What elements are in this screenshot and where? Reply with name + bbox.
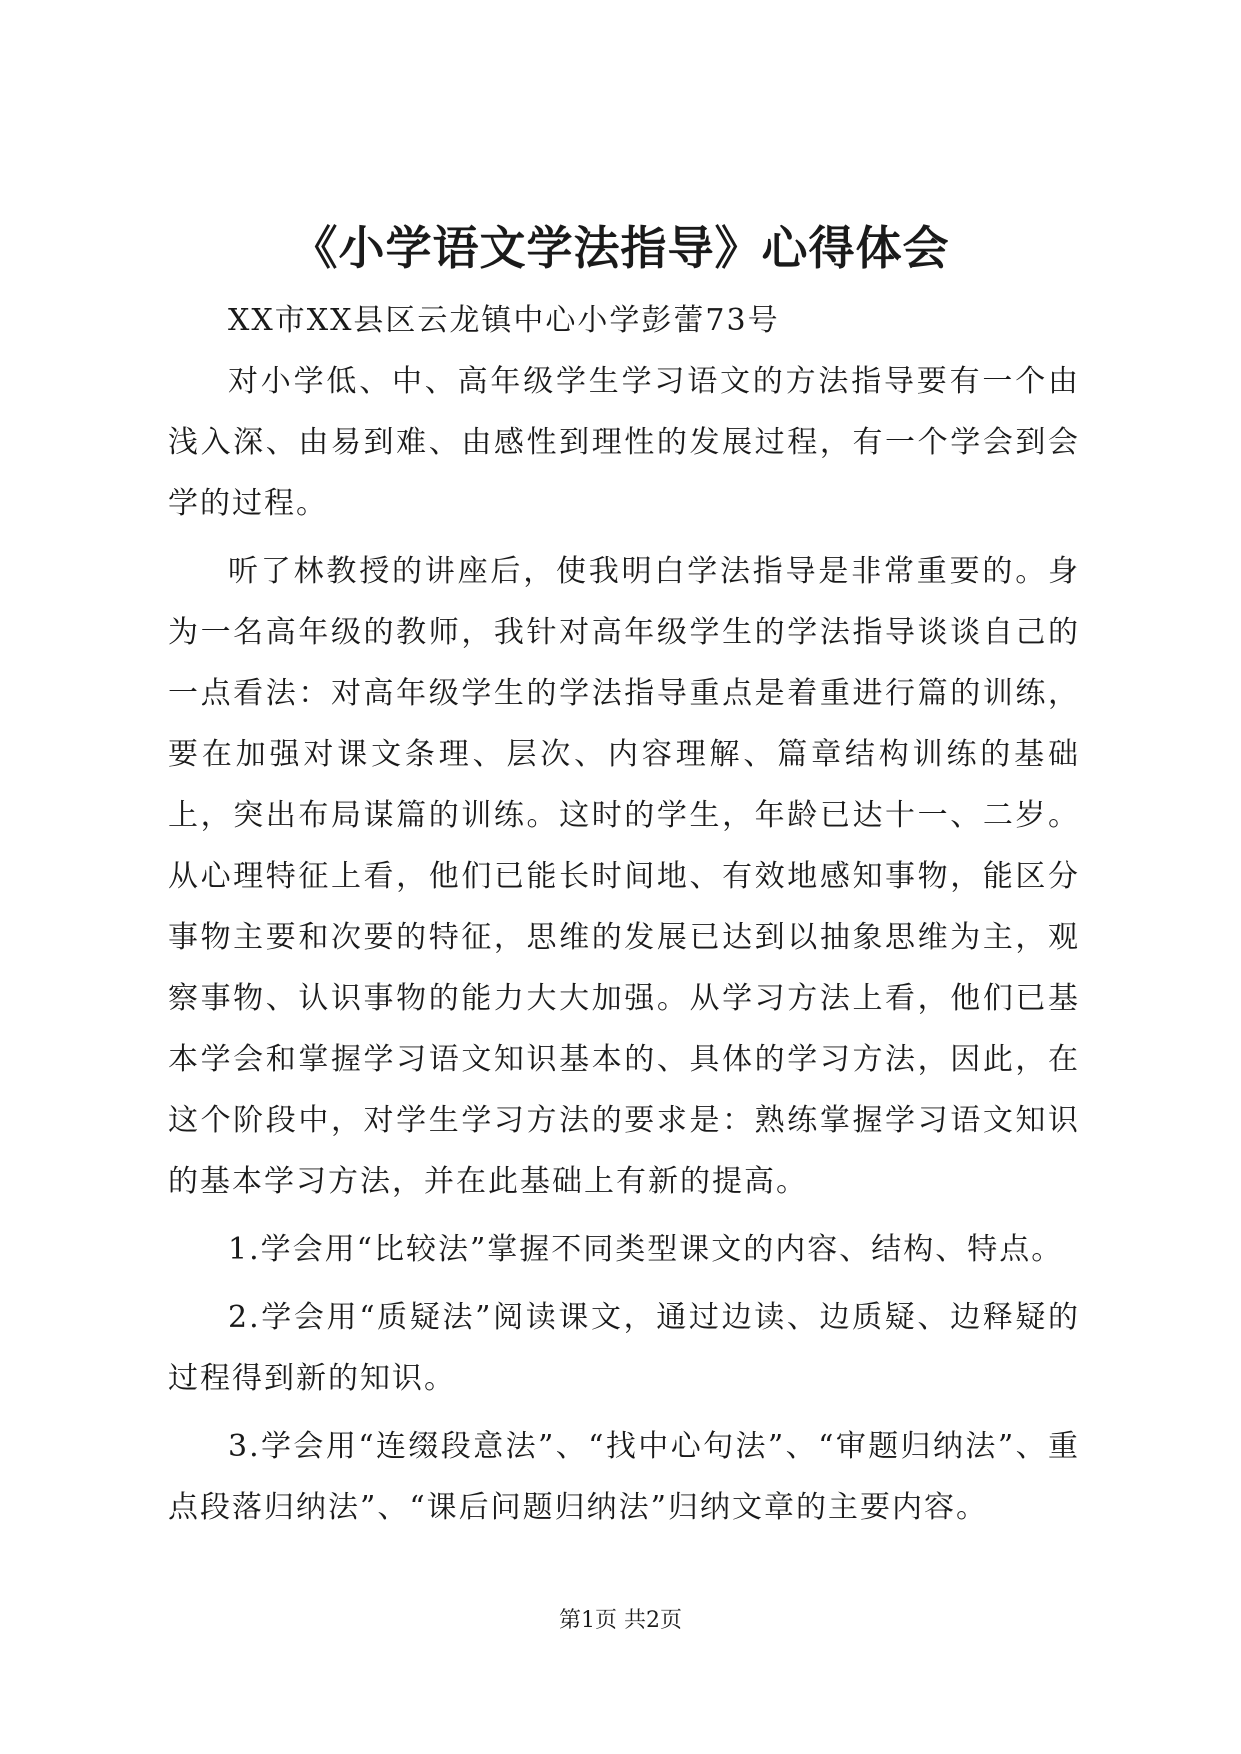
document-title: 《小学语文学法指导》心得体会	[291, 221, 950, 275]
paragraph-intro: 对小学低、中、高年级学生学习语文的方法指导要有一个由浅入深、由易到难、由感性到理性的发展过程，有一个学会到会学的过程。	[168, 364, 1080, 521]
page-number-footer: 第1页 共2页	[559, 1608, 682, 1633]
list-item-1: 1.学会用“比较法”掌握不同类型课文的内容、结构、特点。	[228, 1232, 1064, 1267]
document-body	[168, 290, 1080, 1545]
author-line: XX市XX县区云龙镇中心小学彭蕾73号	[228, 303, 780, 338]
paragraph-lecture: 听了林教授的讲座后，使我明白学法指导是非常重要的。身为一名高年级的教师，我针对高年级学生的学法指导谈谈自己的一点看法：对高年级学生的学法指导重点是着重进行篇的训练，要在加强对课文条理、层次、内容理解、篇章结构训练的基础上，突出布局谋篇的训练。这时的学生，年龄已达十一、二岁。从心理特征上看，他们已能长时间地、有效地感知事物，能区分事物主要和次要的特征，思维的发展已达到以抽象思维为主，观察事物、认识事物的能力大大加强。从学习方法上看，他们已基本学会和掌握学习语文知识基本的、具体的学习方法，因此，在这个阶段中，对学生学习方法的要求是：熟练掌握学习语文知识的基本学习方法，并在此基础上有新的提高。	[168, 554, 1080, 1199]
list-item-2: 2.学会用“质疑法”阅读课文，通过边读、边质疑、边释疑的过程得到新的知识。	[168, 1300, 1080, 1396]
list-item-3: 3.学会用“连缀段意法”、“找中心句法”、“审题归纳法”、重点段落归纳法”、“课后问题归纳法”归纳文章的主要内容。	[168, 1429, 1080, 1525]
